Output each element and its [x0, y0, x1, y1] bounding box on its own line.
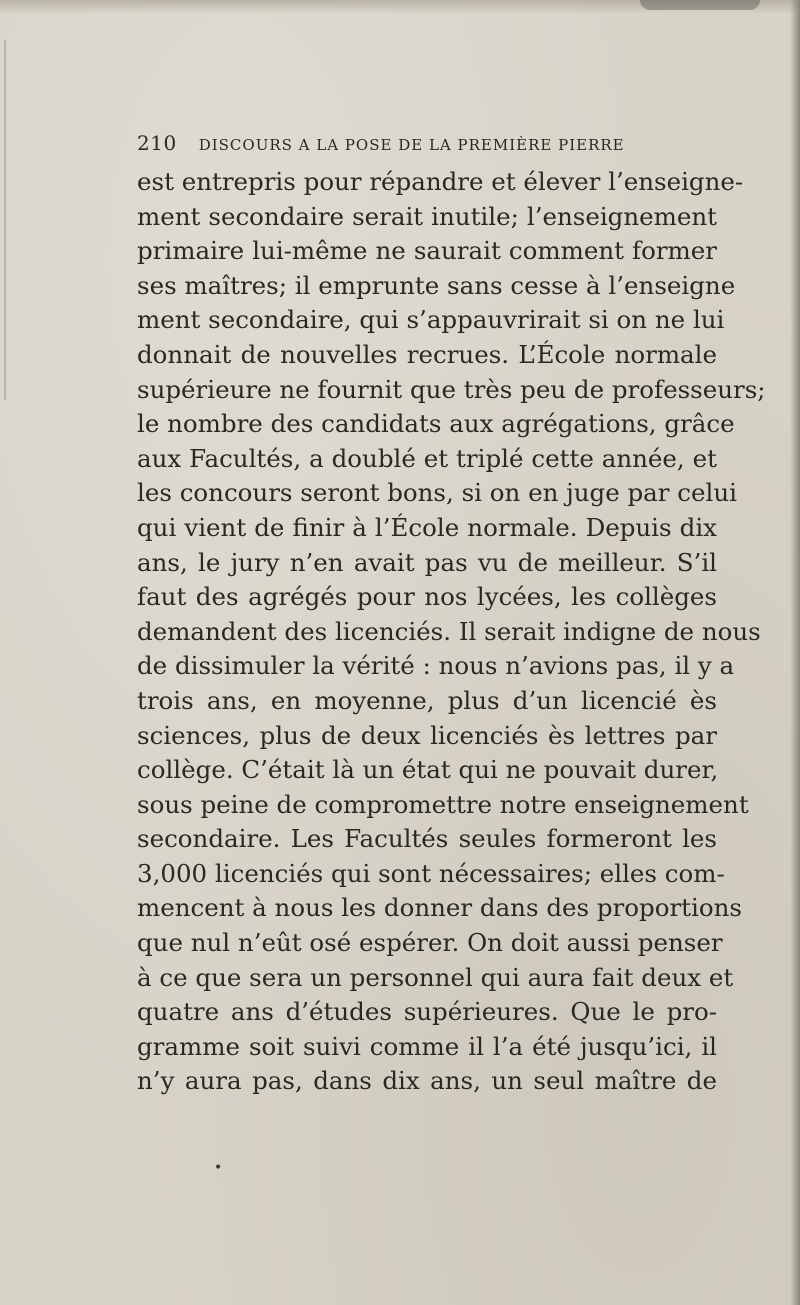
text-line: supérieure ne fournit que très peu de professeurs;	[137, 374, 766, 404]
text-line: mencent à nous les donner dans des proportions	[137, 893, 742, 923]
text-line: le nombre des candidats aux agrégations, grâce	[137, 409, 735, 439]
text-line: n’y aura pas, dans dix ans, un seul maître de	[137, 1066, 717, 1096]
text-line: que nul n’eût osé espérer. On doit aussi penser	[137, 928, 723, 958]
text-line: collège. C’était là un état qui ne pouvait durer,	[137, 755, 719, 785]
page-number: 210	[137, 131, 177, 155]
text-line: qui vient de finir à l’École normale. Depuis dix	[137, 512, 717, 542]
page-header	[137, 131, 677, 159]
text-line: primaire lui-même ne saurait comment former	[137, 236, 717, 266]
text-line: ment secondaire, qui s’appauvrirait si on ne lui	[137, 305, 725, 335]
text-line: secondaire. Les Facultés seules formeront les	[137, 824, 717, 854]
text-line: ans, le jury n’en avait pas vu de meilleur. S’il	[137, 547, 717, 577]
text-line: de dissimuler la vérité : nous n’avions pas, il y a	[137, 651, 735, 681]
text-line: à ce que sera un personnel qui aura fait deux et	[137, 962, 734, 992]
text-line: donnait de nouvelles recrues. L’École normale	[137, 339, 717, 369]
text-line: aux Facultés, a doublé et triplé cette année, et	[137, 443, 717, 473]
running-head: DISCOURS A LA POSE DE LA PREMIÈRE PIERRE	[198, 136, 625, 154]
text-line: quatre ans d’études supérieures. Que le pro-	[137, 997, 717, 1027]
text-line: gramme soit suivi comme il l’a été jusqu’ici, il	[137, 1031, 717, 1061]
text-line: trois ans, en moyenne, plus d’un licencié ès	[137, 685, 717, 715]
text-line: sous peine de compromettre notre enseignement	[137, 789, 749, 819]
body-paragraph	[137, 165, 766, 1099]
page-top-smudge	[640, 0, 760, 10]
page-right-shadow	[790, 0, 800, 1305]
text-line: faut des agrégés pour nos lycées, les collèges	[137, 582, 717, 612]
footer-dot-mark: •	[214, 1160, 223, 1176]
text-line: sciences, plus de deux licenciés ès lettres par	[137, 720, 717, 750]
page-left-crease	[4, 40, 6, 400]
text-line: ment secondaire serait inutile; l’enseignement	[137, 201, 717, 231]
text-line: demandent des licenciés. Il serait indigne de nous	[137, 616, 761, 646]
text-line: est entrepris pour répandre et élever l’enseigne-	[137, 167, 744, 196]
text-line: 3,000 licenciés qui sont nécessaires; elles com-	[137, 858, 725, 888]
text-line: les concours seront bons, si on en juge par celui	[137, 478, 737, 508]
text-line: ses maîtres; il emprunte sans cesse à l’enseigne	[137, 270, 736, 300]
